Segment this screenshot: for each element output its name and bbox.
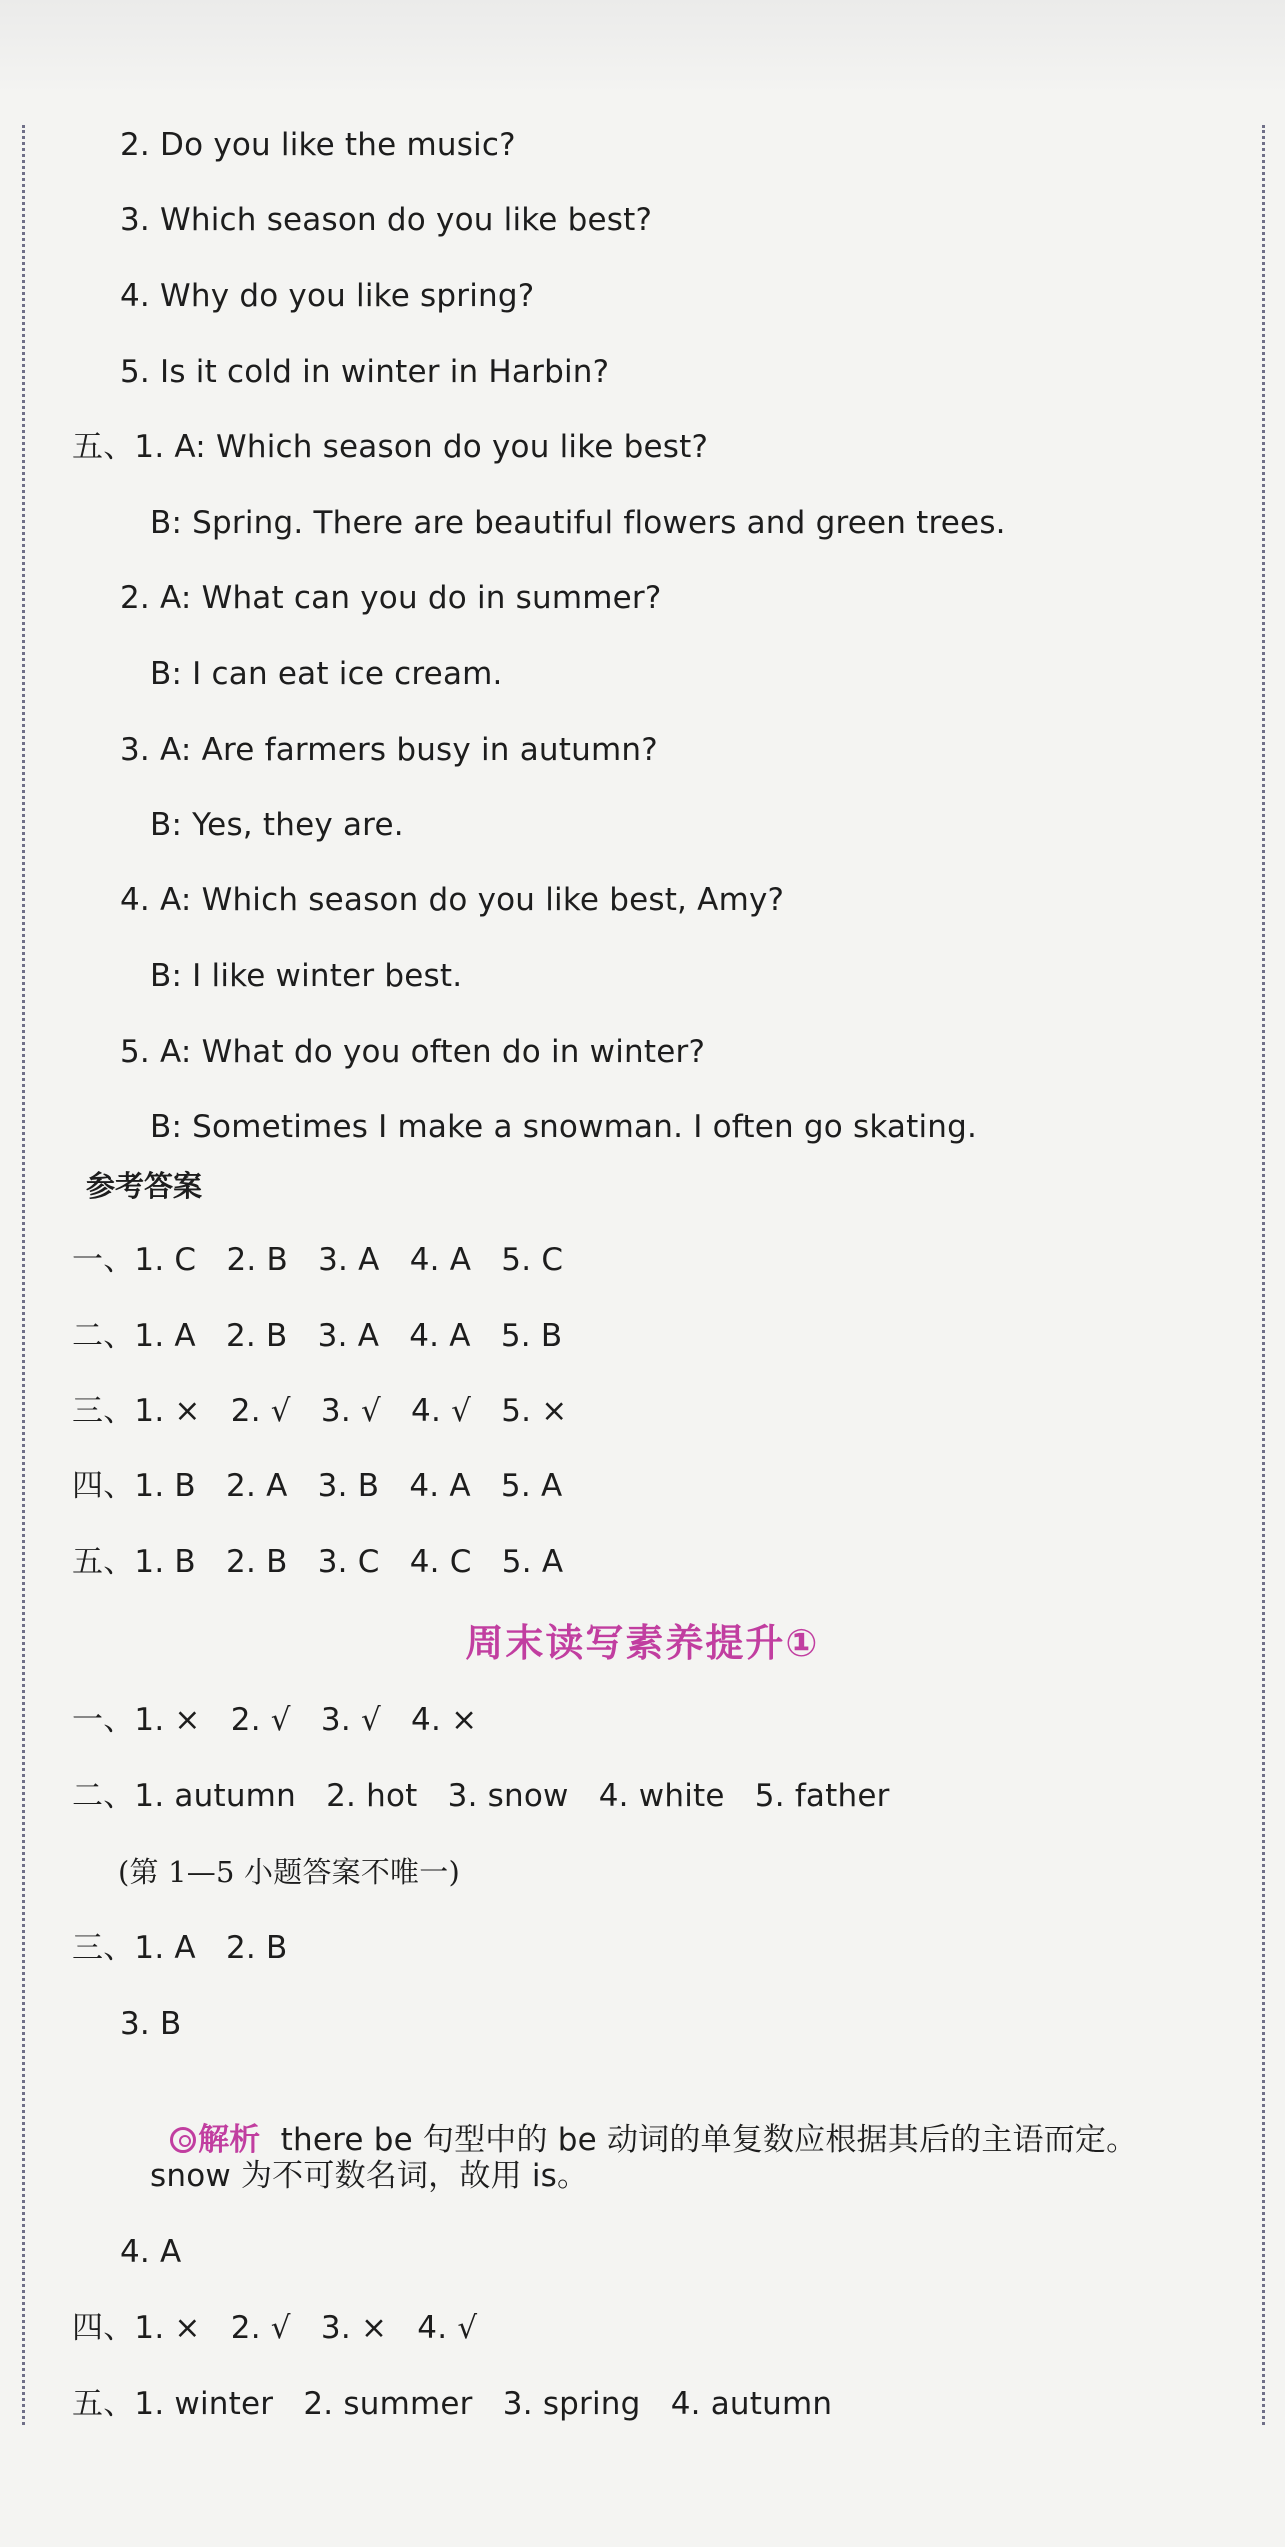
answer-row-1: 一、1. C 2. B 3. A 4. A 5. C (72, 1242, 564, 1278)
analysis-block (150, 2080, 1137, 2160)
weekend-answer-4: 四、1. × 2. √ 3. × 4. √ (72, 2310, 478, 2346)
listening-question-4: 4. Why do you like spring? (120, 278, 535, 314)
answer-row-5: 五、1. B 2. B 3. C 4. C 5. A (72, 1544, 564, 1580)
answer-row-4: 四、1. B 2. A 3. B 4. A 5. A (72, 1468, 563, 1504)
weekend-answer-3-item3: 3. B (120, 2006, 182, 2042)
weekend-answer-3: 三、1. A 2. B (72, 1930, 288, 1966)
dialogue-1-a: 五、1. A: Which season do you like best? (72, 429, 709, 465)
weekend-answer-2: 二、1. autumn 2. hot 3. snow 4. white 5. father (72, 1778, 890, 1814)
dialogue-5-b: B: Sometimes I make a snowman. I often go skating. (150, 1109, 978, 1145)
dialogue-2-b: B: I can eat ice cream. (150, 656, 503, 692)
answer-row-3: 三、1. × 2. √ 3. √ 4. √ 5. × (72, 1393, 568, 1429)
weekend-answer-5: 五、1. winter 2. summer 3. spring 4. autumn (72, 2386, 833, 2422)
page-top-shade (0, 0, 1285, 95)
answer-row-2: 二、1. A 2. B 3. A 4. A 5. B (72, 1318, 563, 1354)
answers-heading: 参考答案 (86, 1169, 203, 1203)
weekend-note: (第 1—5 小题答案不唯一) (118, 1855, 460, 1889)
weekend-answer-1: 一、1. × 2. √ 3. √ 4. × (72, 1702, 478, 1738)
dialogue-2-a: 2. A: What can you do in summer? (120, 580, 662, 616)
dialogue-3-b: B: Yes, they are. (150, 807, 404, 843)
listening-question-3: 3. Which season do you like best? (120, 202, 653, 238)
listening-question-2: 2. Do you like the music? (120, 127, 516, 163)
analysis-icon (170, 2127, 196, 2153)
listening-question-5: 5. Is it cold in winter in Harbin? (120, 354, 610, 390)
dialogue-5-a: 5. A: What do you often do in winter? (120, 1034, 706, 1070)
dialogue-3-a: 3. A: Are farmers busy in autumn? (120, 732, 658, 768)
dialogue-4-b: B: I like winter best. (150, 958, 463, 994)
dialogue-1-b: B: Spring. There are beautiful flowers and green trees. (150, 505, 1006, 541)
analysis-label: 解析 (198, 2122, 261, 2158)
section-title: 周末读写素养提升① (465, 1621, 820, 1665)
left-dotted-border (22, 125, 25, 2425)
analysis-text-2: snow 为不可数名词，故用 is。 (150, 2158, 589, 2194)
analysis-text: there be 句型中的 be 动词的单复数应根据其后的主语而定。 (280, 2122, 1138, 2158)
weekend-answer-3-item4: 4. A (120, 2234, 182, 2270)
dialogue-4-a: 4. A: Which season do you like best, Amy? (120, 882, 785, 918)
right-dotted-border (1262, 125, 1265, 2425)
